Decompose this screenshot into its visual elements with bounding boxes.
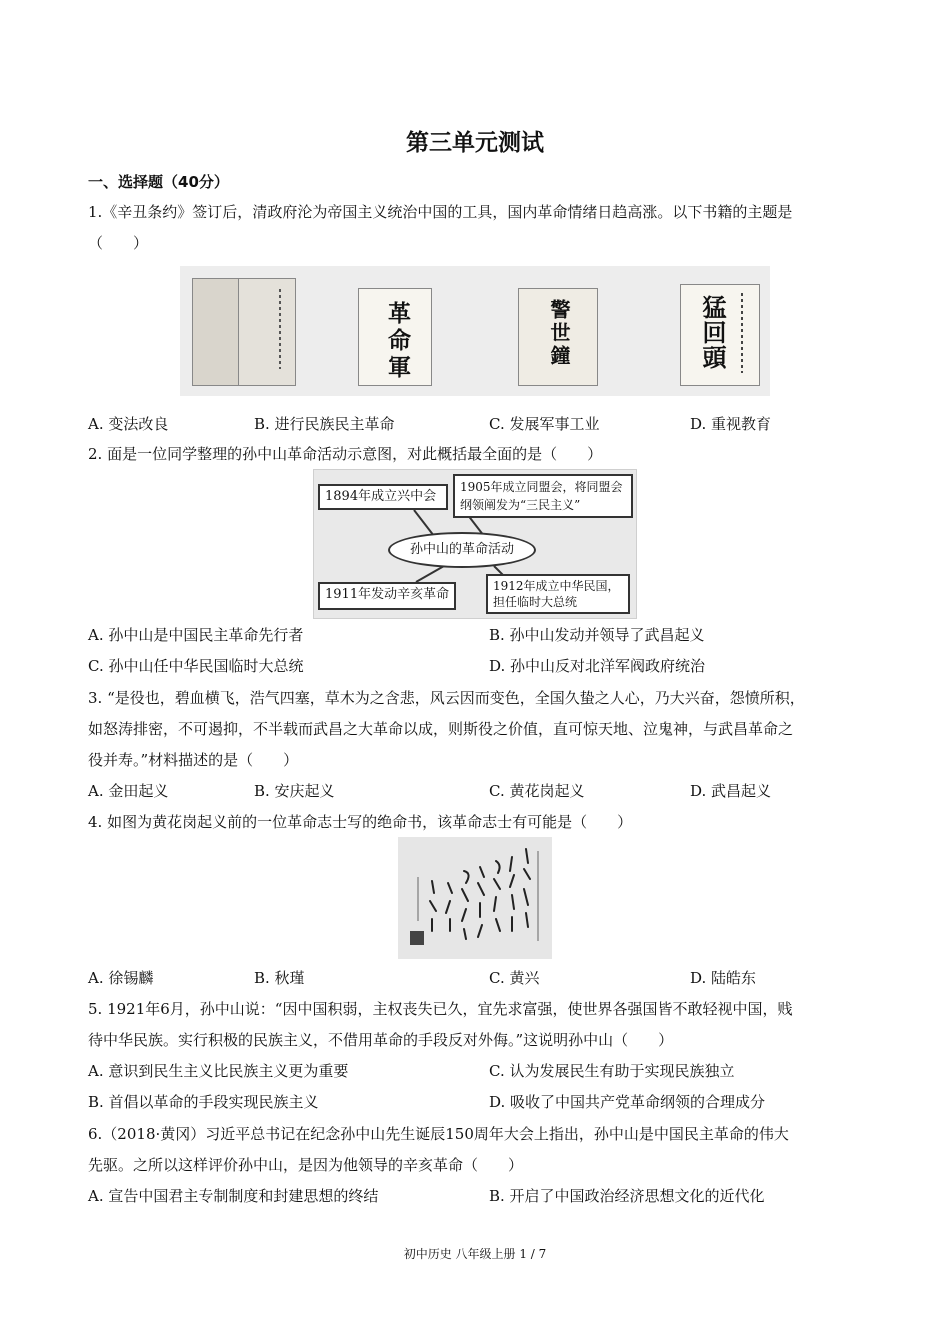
page-title: 第三单元测试	[406, 130, 544, 156]
q1-option-a: A. 变法改良	[88, 415, 169, 433]
q6-stem-line1: 6.（2018·黄冈）习近平总书记在纪念孙中山先生诞辰150周年大会上指出，孙中山是中国民主革命的伟大	[88, 1125, 789, 1143]
q4-farewell-letter-image	[398, 837, 552, 959]
book-title-geming-jun: 革命軍	[384, 301, 411, 382]
q1-stem-line2: （ ）	[88, 234, 149, 252]
book-cover-1	[192, 278, 240, 386]
mindmap-center-node: 孙中山的革命活动	[388, 532, 536, 568]
q5-option-d: D. 吸收了中国共产党革命纲领的合理成分	[489, 1093, 766, 1111]
book-cover-3	[518, 288, 598, 386]
book-cover-1-page	[238, 278, 296, 386]
mindmap-node-xinhai: 1911年发动辛亥革命	[318, 582, 456, 610]
q1-stem-line1: 1.《辛丑条约》签订后，清政府沦为帝国主义统治中国的工具，国内革命情绪日趋高涨。以下书籍的主题是	[88, 203, 793, 221]
mindmap-node-zhonghuaminguo: 1912年成立中华民国，担任临时大总统	[486, 574, 630, 614]
q6-option-a: A. 宣告中国君主专制制度和封建思想的终结	[88, 1187, 379, 1205]
q1-option-b: B. 进行民族民主革命	[254, 415, 395, 433]
q4-stem: 4. 如图为黄花岗起义前的一位革命志士写的绝命书，该革命志士有可能是（ ）	[88, 813, 633, 831]
q6-stem-line2: 先驱。之所以这样评价孙中山，是因为他领导的辛亥革命（ ）	[88, 1156, 524, 1174]
q1-books-image	[180, 266, 770, 396]
q5-option-a: A. 意识到民生主义比民族主义更为重要	[88, 1062, 349, 1080]
mindmap-node-tongmenghui: 1905年成立同盟会，将同盟会纲领阐发为“三民主义”	[453, 474, 633, 518]
section-heading: 一、选择题（40分）	[88, 173, 229, 191]
q2-option-c: C. 孙中山任中华民国临时大总统	[88, 657, 304, 675]
book-cover-4	[680, 284, 760, 386]
mindmap-node-xingzhonghui: 1894年成立兴中会	[318, 484, 448, 510]
q2-option-a: A. 孙中山是中国民主革命先行者	[88, 626, 304, 644]
q3-stem-line2: 如怒涛排密，不可遏抑，不半载而武昌之大革命以成，则斯役之价值，直可惊天地、泣鬼神，与武昌革命之	[88, 720, 794, 738]
q2-option-d: D. 孙中山反对北洋军阀政府统治	[489, 657, 706, 675]
book-title-meng-huitou: 猛回頭	[698, 295, 727, 370]
q3-stem-line1: 3. “是役也，碧血横飞，浩气四塞，草木为之含悲，风云因而变色，全国久蛰之人心，乃大兴奋，怨愤所积，	[88, 689, 805, 707]
q4-option-c: C. 黄兴	[489, 969, 540, 987]
q3-option-b: B. 安庆起义	[254, 782, 335, 800]
q3-option-c: C. 黄花岗起义	[489, 782, 585, 800]
q5-option-c: C. 认为发展民生有助于实现民族独立	[489, 1062, 735, 1080]
q5-stem-line2: 待中华民族。实行积极的民族主义，不借用革命的手段反对外侮。”这说明孙中山（ ）	[88, 1031, 674, 1049]
book-cover-2	[358, 288, 432, 386]
q2-mindmap-diagram	[313, 469, 637, 619]
q3-stem-line3: 役并寿。”材料描述的是（ ）	[88, 751, 299, 769]
q5-stem-line1: 5. 1921年6月，孙中山说：“因中国积弱，主权丧失已久，宜先求富强，使世界各强国皆不敢轻视中国，贱	[88, 1000, 793, 1018]
q4-option-b: B. 秋瑾	[254, 969, 305, 987]
q1-option-c: C. 发展军事工业	[489, 415, 600, 433]
q2-stem: 2. 面是一位同学整理的孙中山革命活动示意图，对此概括最全面的是（ ）	[88, 445, 603, 463]
q3-option-d: D. 武昌起义	[690, 782, 772, 800]
q5-option-b: B. 首倡以革命的手段实现民族主义	[88, 1093, 319, 1111]
q3-option-a: A. 金田起义	[88, 782, 169, 800]
q2-option-b: B. 孙中山发动并领导了武昌起义	[489, 626, 705, 644]
book-title-jingshi-zhong: 警世鐘	[547, 299, 571, 368]
q4-option-a: A. 徐锡麟	[88, 969, 154, 987]
handwritten-calligraphy	[398, 837, 552, 959]
q6-option-b: B. 开启了中国政治经济思想文化的近代化	[489, 1187, 765, 1205]
page-footer: 初中历史 八年级上册 1 / 7	[403, 1247, 547, 1261]
q1-option-d: D. 重视教育	[690, 415, 772, 433]
q4-option-d: D. 陆皓东	[690, 969, 757, 987]
